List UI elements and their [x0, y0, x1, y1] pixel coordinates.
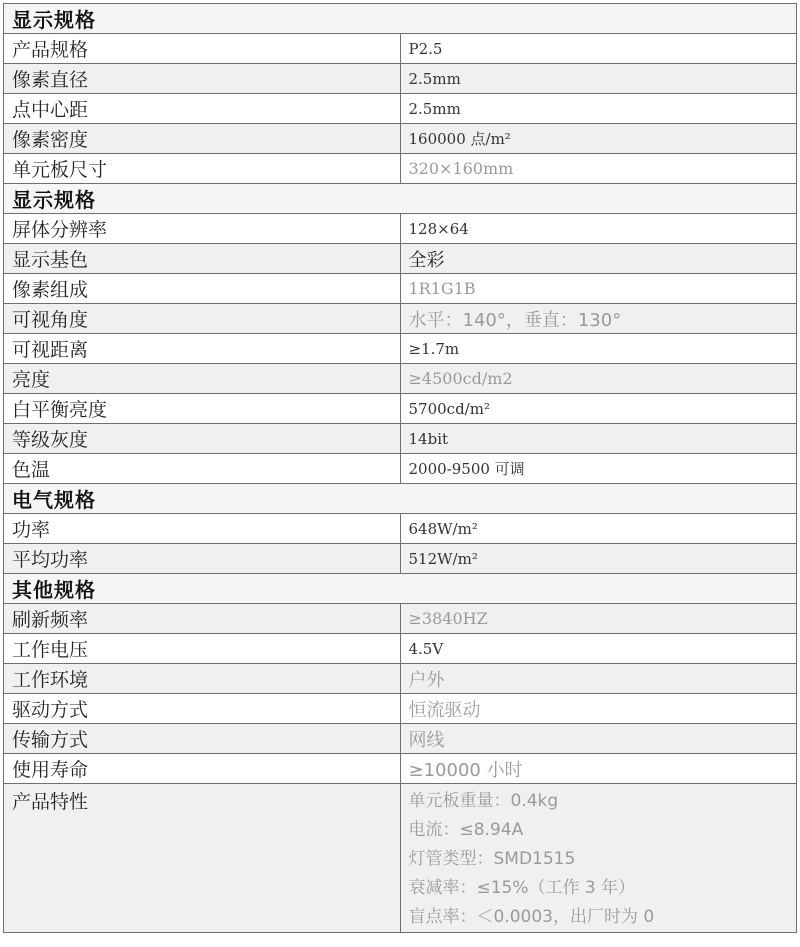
spec-row	[4, 664, 797, 694]
spec-row	[4, 304, 797, 334]
spec-value: 户外	[400, 664, 797, 694]
spec-row	[4, 454, 797, 484]
spec-label: 工作电压	[4, 634, 401, 664]
spec-label: 等级灰度	[4, 424, 401, 454]
feature-line: 衰减率：≤15%（工作 3 年）	[408, 878, 636, 898]
spec-row	[4, 754, 797, 784]
spec-value: 320×160mm	[400, 154, 797, 184]
section-title: 显示规格	[4, 4, 797, 34]
spec-label: 点中心距	[4, 94, 401, 124]
spec-label: 传输方式	[4, 724, 401, 754]
spec-label: 像素直径	[4, 64, 401, 94]
spec-label: 亮度	[4, 364, 401, 394]
spec-row	[4, 364, 797, 394]
spec-label: 显示基色	[4, 244, 401, 274]
spec-row	[4, 274, 797, 304]
spec-row	[4, 334, 797, 364]
spec-value: ≥1.7m	[400, 334, 797, 364]
feature-line: 电流：≤8.94A	[408, 820, 524, 840]
spec-row	[4, 694, 797, 724]
spec-value: 512W/m²	[400, 544, 797, 574]
spec-value: ≥4500cd/m2	[400, 364, 797, 394]
spec-label: 产品规格	[4, 34, 401, 64]
spec-label: 功率	[4, 514, 401, 544]
spec-label: 驱动方式	[4, 694, 401, 724]
spec-value: 网线	[400, 724, 797, 754]
spec-value: ≥3840HZ	[400, 604, 797, 634]
features-label: 产品特性	[4, 784, 401, 933]
spec-row	[4, 94, 797, 124]
spec-label: 色温	[4, 454, 401, 484]
spec-value: 648W/m²	[400, 514, 797, 544]
spec-row	[4, 34, 797, 64]
spec-row	[4, 544, 797, 574]
spec-value: 1R1G1B	[400, 274, 797, 304]
spec-label: 像素组成	[4, 274, 401, 304]
spec-value: 5700cd/m²	[400, 394, 797, 424]
spec-label: 平均功率	[4, 544, 401, 574]
section-header	[4, 4, 797, 34]
spec-label: 屏体分辨率	[4, 214, 401, 244]
spec-value: 128×64	[400, 214, 797, 244]
section-title: 显示规格	[4, 184, 797, 214]
spec-value: 全彩	[400, 244, 797, 274]
spec-row	[4, 514, 797, 544]
spec-row	[4, 214, 797, 244]
spec-value: 水平：140°，垂直：130°	[400, 304, 797, 334]
feature-line: 盲点率：＜0.0003，出厂时为 0	[408, 907, 655, 927]
spec-row	[4, 634, 797, 664]
spec-label: 可视距离	[4, 334, 401, 364]
spec-row	[4, 244, 797, 274]
spec-label: 可视角度	[4, 304, 401, 334]
features-row	[4, 784, 797, 933]
spec-value: ≥10000 小时	[400, 754, 797, 784]
spec-value: 2000-9500 可调	[400, 454, 797, 484]
spec-value: 14bit	[400, 424, 797, 454]
spec-row	[4, 124, 797, 154]
spec-row	[4, 424, 797, 454]
spec-table	[3, 3, 797, 933]
spec-value: 2.5mm	[400, 64, 797, 94]
spec-label: 白平衡亮度	[4, 394, 401, 424]
section-title: 其他规格	[4, 574, 797, 604]
features-values	[400, 784, 797, 933]
spec-row	[4, 64, 797, 94]
spec-value: 4.5V	[400, 634, 797, 664]
feature-line: 单元板重量：0.4kg	[408, 791, 559, 811]
spec-row	[4, 394, 797, 424]
spec-value: 恒流驱动	[400, 694, 797, 724]
section-header	[4, 484, 797, 514]
spec-row	[4, 724, 797, 754]
section-header	[4, 184, 797, 214]
feature-line: 灯管类型：SMD1515	[408, 849, 576, 869]
section-title: 电气规格	[4, 484, 797, 514]
spec-label: 刷新频率	[4, 604, 401, 634]
section-header	[4, 574, 797, 604]
spec-row	[4, 604, 797, 634]
spec-value: 2.5mm	[400, 94, 797, 124]
spec-value: P2.5	[400, 34, 797, 64]
spec-label: 像素密度	[4, 124, 401, 154]
spec-label: 工作环境	[4, 664, 401, 694]
spec-value: 160000 点/m²	[400, 124, 797, 154]
spec-label: 使用寿命	[4, 754, 401, 784]
spec-row	[4, 154, 797, 184]
spec-label: 单元板尺寸	[4, 154, 401, 184]
